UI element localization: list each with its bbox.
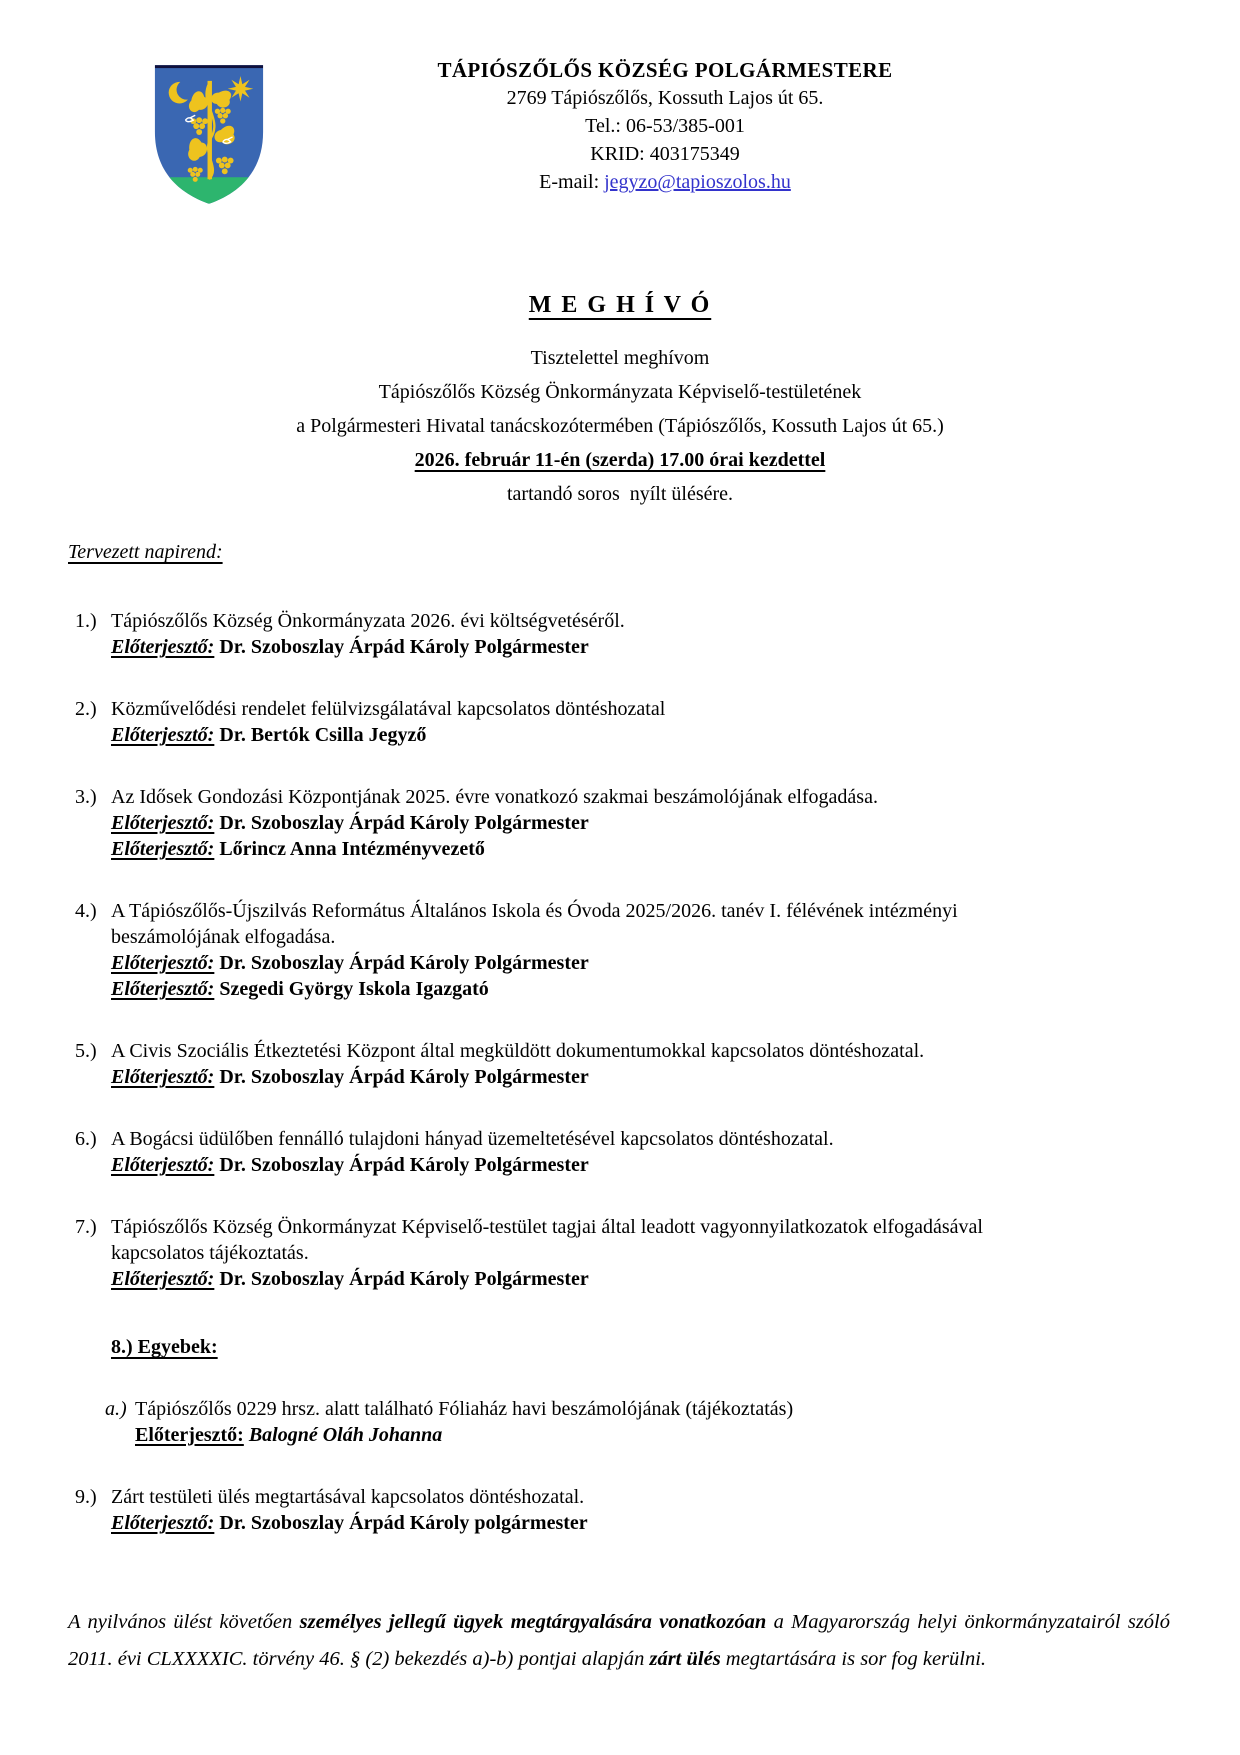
agenda-item-text: Közművelődési rendelet felülvizsgálatával kapcsolatos döntéshozatal	[111, 698, 666, 720]
closed-session-note	[68, 1604, 1170, 1678]
agenda-item	[75, 1126, 1240, 1178]
presenter-name: Dr. Szoboszlay Árpád Károly Polgármester	[214, 636, 589, 658]
agenda-item-text: A Bogácsi üdülőben fennálló tulajdoni hányad üzemeltetésével kapcsolatos döntéshozatal.	[111, 1128, 834, 1150]
agenda-list	[75, 608, 1240, 1536]
presenter-label: Előterjesztő:	[111, 812, 215, 834]
office-krid: KRID: 403175349	[590, 143, 740, 165]
agenda-item-number: 3.)	[75, 786, 97, 808]
presenter-line	[111, 950, 1051, 976]
footer-text: a Magyarország helyi önkormányzatairól szóló 2011. évi CLXXXXIC. törvény 46. § (2) bekezdés a)-b) pontjai alapján	[68, 1611, 1171, 1670]
agenda-item-text: Tápiószőlős Község Önkormányzat Képviselő-testület tagjai által leadott vagyonnyilatkozatok elfogadásával kapcsolatos tájékoztatás.	[111, 1216, 983, 1264]
office-title: TÁPIÓSZŐLŐS KÖZSÉG POLGÁRMESTERE	[437, 58, 893, 82]
agenda-subheading: 8.) Egyebek:	[111, 1336, 218, 1358]
presenter-name: Lőrincz Anna Intézményvezető	[214, 838, 485, 860]
agenda-item-text: Az Idősek Gondozási Központjának 2025. évre vonatkozó szakmai beszámolójának elfogadása.	[111, 786, 878, 808]
document-header	[0, 0, 1240, 212]
presenter-label: Előterjesztő:	[111, 952, 215, 974]
presenter-line	[111, 810, 878, 836]
intro-line-2: Tápiószőlős Község Önkormányzata Képviselő-testületének	[378, 381, 862, 403]
footer-text: megtartására is sor fog kerülni.	[720, 1648, 987, 1670]
agenda-item	[75, 696, 1240, 748]
presenter-name: Dr. Szoboszlay Árpád Károly Polgármester	[214, 1154, 589, 1176]
agenda-item	[75, 608, 1240, 660]
presenter-line	[111, 1152, 834, 1178]
presenter-name: Dr. Szoboszlay Árpád Károly Polgármester	[214, 952, 589, 974]
presenter-name: Dr. Szoboszlay Árpád Károly Polgármester	[214, 1268, 589, 1290]
presenter-name: Dr. Szoboszlay Árpád Károly Polgármester	[214, 812, 589, 834]
presenter-label: Előterjesztő:	[111, 1066, 215, 1088]
presenter-label: Előterjesztő:	[111, 724, 215, 746]
email-link[interactable]: jegyzo@tapioszolos.hu	[604, 171, 791, 193]
presenter-name: Szegedi György Iskola Igazgató	[214, 978, 489, 1000]
agenda-item	[105, 1396, 1240, 1448]
presenter-name: Dr. Bertók Csilla Jegyző	[214, 724, 427, 746]
agenda-item-text: Tápiószőlős 0229 hrsz. alatt található Fóliaház havi beszámolójának (tájékoztatás)	[135, 1398, 794, 1420]
presenter-line	[111, 836, 878, 862]
invitation-intro	[0, 341, 1240, 511]
presenter-label: Előterjesztő:	[111, 1512, 215, 1534]
agenda-item-number: 1.)	[75, 610, 97, 632]
presenter-name: Balogné Oláh Johanna	[243, 1424, 443, 1446]
agenda-item-number: a.)	[105, 1398, 127, 1420]
meeting-datetime: 2026. február 11-én (szerda) 17.00 órai kezdettel	[414, 449, 826, 471]
agenda-item-text: A Civis Szociális Étkeztetési Központ által megküldött dokumentumokkal kapcsolatos döntéshozatal.	[111, 1040, 925, 1062]
agenda-item-number: 4.)	[75, 900, 97, 922]
presenter-label: Előterjesztő:	[111, 636, 215, 658]
agenda-item-number: 5.)	[75, 1040, 97, 1062]
presenter-label: Előterjesztő:	[111, 978, 215, 1000]
intro-line-3: a Polgármesteri Hivatal tanácskozótermében (Tápiószőlős, Kossuth Lajos út 65.)	[296, 415, 944, 437]
office-address: 2769 Tápiószőlős, Kossuth Lajos út 65.	[506, 87, 824, 109]
presenter-line	[111, 976, 1051, 1002]
footer-emphasis: személyes jellegű ügyek megtárgyalására vonatkozóan	[299, 1611, 767, 1633]
email-label: E-mail:	[539, 171, 605, 193]
presenter-name: Dr. Szoboszlay Árpád Károly Polgármester	[214, 1066, 589, 1088]
presenter-line	[111, 722, 665, 748]
agenda-item-number: 2.)	[75, 698, 97, 720]
agenda-item	[75, 784, 1240, 862]
agenda-item	[75, 1484, 1240, 1536]
agenda-item	[75, 1214, 1240, 1292]
document-title: M E G H Í V Ó	[528, 292, 712, 318]
agenda-heading: Tervezett napirend:	[68, 541, 223, 563]
agenda-item-number: 6.)	[75, 1128, 97, 1150]
office-phone: Tel.: 06-53/385-001	[585, 115, 745, 137]
coat-of-arms-icon	[150, 58, 268, 208]
presenter-line	[111, 634, 625, 660]
agenda-item-number: 9.)	[75, 1486, 97, 1508]
intro-line-1: Tisztelettel meghívom	[530, 347, 710, 369]
agenda-item-text: A Tápiószőlős-Újszilvás Református Általános Iskola és Óvoda 2025/2026. tanév I. félévének intézményi beszámolójának elfogadása.	[111, 900, 958, 948]
footer-text: A nyilvános ülést követően	[68, 1611, 300, 1633]
agenda-item	[75, 1038, 1240, 1090]
presenter-label: Előterjesztő:	[135, 1424, 244, 1446]
agenda-item-text: Zárt testületi ülés megtartásával kapcsolatos döntéshozatal.	[111, 1486, 585, 1508]
footer-emphasis: zárt ülés	[649, 1648, 721, 1670]
presenter-name: Dr. Szoboszlay Árpád Károly polgármester	[214, 1512, 588, 1534]
intro-line-5: tartandó soros nyílt ülésére.	[506, 483, 734, 505]
agenda-item	[75, 898, 1240, 1002]
agenda-item-text: Tápiószőlős Község Önkormányzata 2026. évi költségvetéséről.	[111, 610, 625, 632]
presenter-label: Előterjesztő:	[111, 1154, 215, 1176]
presenter-line	[111, 1510, 588, 1536]
presenter-line	[111, 1064, 924, 1090]
presenter-label: Előterjesztő:	[111, 838, 215, 860]
presenter-line	[135, 1422, 793, 1448]
presenter-line	[111, 1266, 1051, 1292]
presenter-label: Előterjesztő:	[111, 1268, 215, 1290]
agenda-item-number: 7.)	[75, 1216, 97, 1238]
